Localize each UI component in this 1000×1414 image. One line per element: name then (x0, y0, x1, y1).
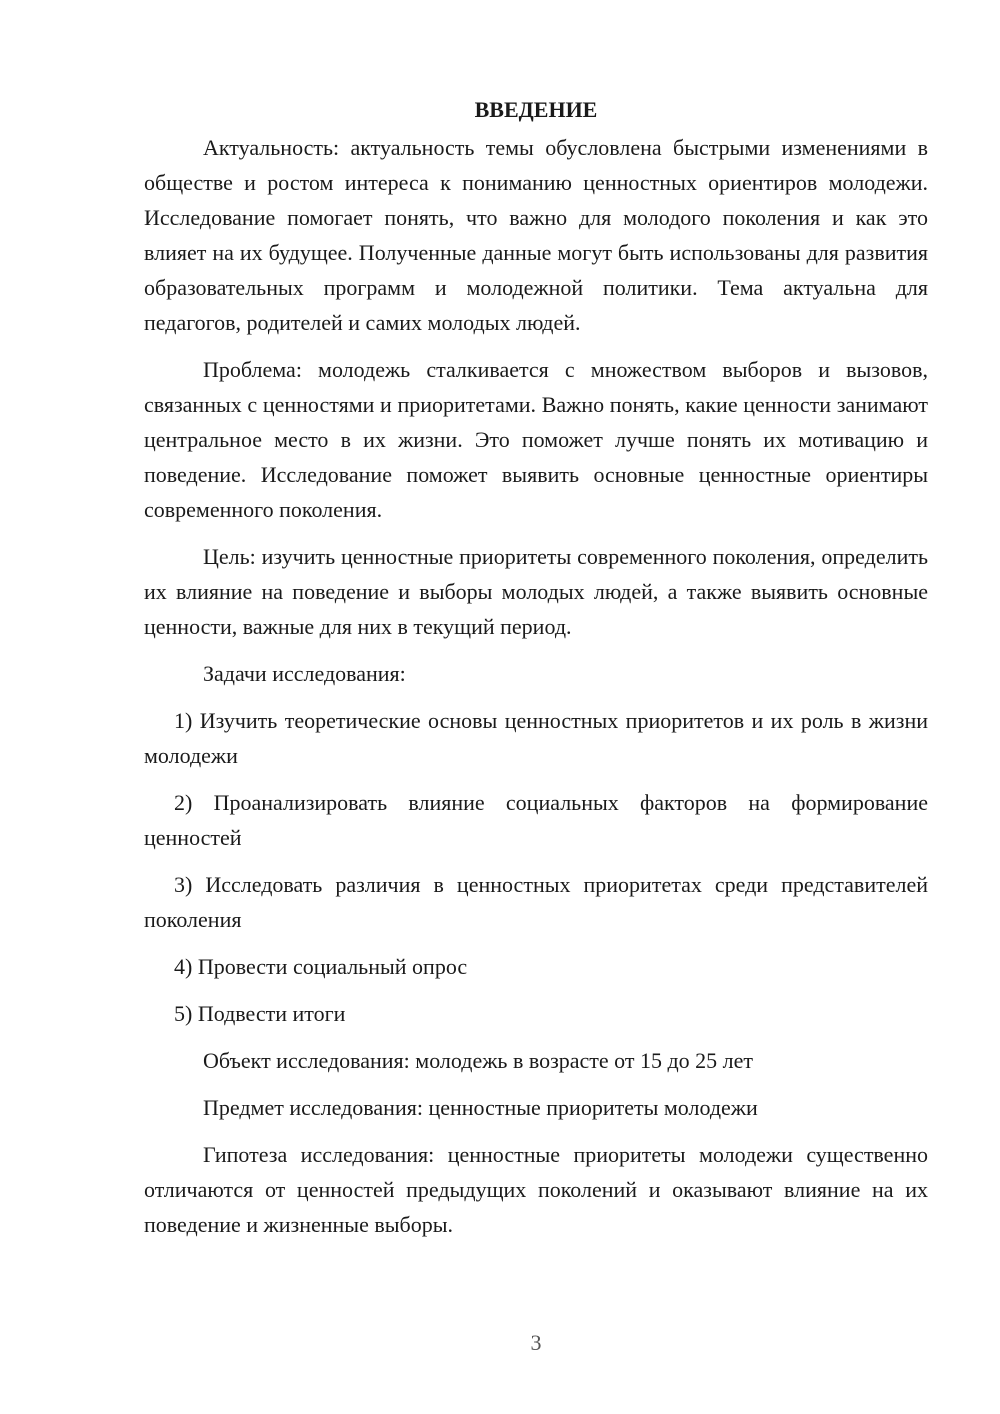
task-item: 3) Исследовать различия в ценностных приоритетах среди представителей поколения (144, 872, 928, 932)
document-page (144, 92, 928, 1242)
subject-line: Предмет исследования: ценностные приоритеты молодежи (203, 1095, 758, 1120)
spacer (144, 1031, 928, 1043)
goal-paragraph: Цель: изучить ценностные приоритеты современного поколения, определить их влияние на поведение и выборы молодых людей, а также выявить основные ценности, важные для них в текущий период. (144, 544, 928, 639)
spacer (144, 773, 928, 785)
spacer (144, 855, 928, 867)
hypothesis-paragraph: Гипотеза исследования: ценностные приоритеты молодежи существенно отличаются от ценностей предыдущих поколений и оказывают влияние на их поведение и жизненные выборы. (144, 1142, 928, 1237)
spacer (144, 984, 928, 996)
spacer (144, 644, 928, 656)
task-item: 2) Проанализировать влияние социальных факторов на формирование ценностей (144, 790, 928, 850)
problem-paragraph: Проблема: молодежь сталкивается с множеством выборов и вызовов, связанных с ценностями и приоритетами. Важно понять, какие ценности занимают центральное место в их жизни. Это поможет лучше понять их мотивацию и поведение. Исследование поможет выявить основные ценностные ориентиры современного поколения. (144, 357, 928, 522)
relevance-paragraph: Актуальность: актуальность темы обусловлена быстрыми изменениями в обществе и ростом интереса к пониманию ценностных ориентиров молодежи. Исследование помогает понять, что важно для молодого поколения и как это влияет на их будущее. Полученные данные могут быть использованы для развития образовательных программ и молодежной политики. Тема актуальна для педагогов, родителей и самих молодых людей. (144, 135, 928, 335)
spacer (144, 340, 928, 352)
task-item: 5) Подвести итоги (174, 1001, 346, 1026)
page-number: 3 (530, 1330, 542, 1355)
spacer (144, 1078, 928, 1090)
spacer (144, 691, 928, 703)
spacer (144, 527, 928, 539)
task-item: 4) Провести социальный опрос (174, 954, 468, 979)
task-item: 1) Изучить теоретические основы ценностных приоритетов и их роль в жизни молодежи (144, 708, 928, 768)
object-line: Объект исследования: молодежь в возрасте от 15 до 25 лет (203, 1048, 754, 1073)
tasks-heading: Задачи исследования: (203, 661, 406, 686)
page-title: ВВЕДЕНИЕ (474, 97, 598, 122)
spacer (144, 1125, 928, 1137)
spacer (144, 937, 928, 949)
